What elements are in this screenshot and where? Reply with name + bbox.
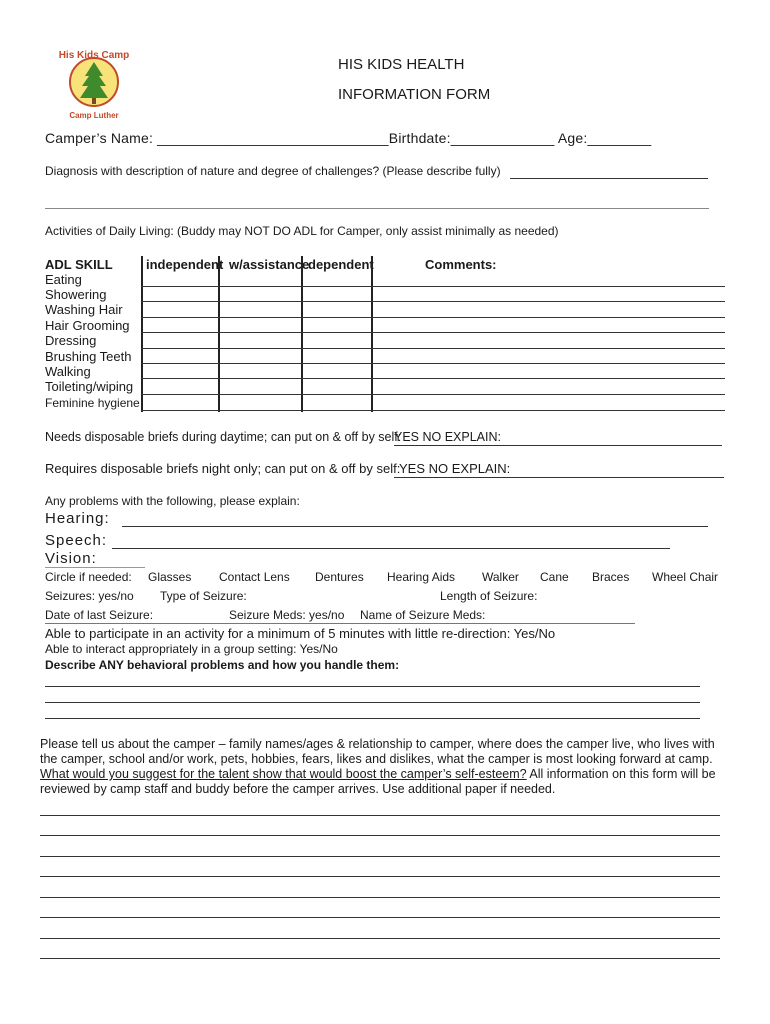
camp-logo — [52, 48, 136, 124]
hearing-line[interactable] — [122, 526, 708, 527]
adl-row-line[interactable] — [141, 363, 725, 364]
adl-col-comments: Comments: — [425, 257, 497, 272]
about-para-line1: Please tell us about the camper – family names/ages & relationship to camper, where does the camper live, who lives with — [40, 737, 715, 751]
about-answer-line[interactable] — [40, 856, 720, 857]
behavior-line[interactable] — [45, 702, 700, 703]
about-answer-line[interactable] — [40, 958, 720, 959]
option-walker[interactable]: Walker — [482, 570, 519, 584]
seizure-date-label: Date of last Seizure: — [45, 608, 154, 622]
hearing-label: Hearing: — [45, 510, 110, 527]
about-para-line2: the camper, school and/or work, pets, hobbies, fears, likes and dislikes, what the camper is most looking forward at camp. — [40, 752, 713, 766]
option-wheel-chair[interactable]: Wheel Chair — [652, 570, 719, 584]
seizure-divider — [45, 623, 635, 624]
adl-row-line[interactable] — [141, 332, 725, 333]
vision-label: Vision: — [45, 550, 97, 567]
seizures-yes-no[interactable]: Seizures: yes/no — [45, 589, 134, 603]
about-para-line3-rest: All information on this form will be — [526, 767, 716, 781]
adl-intro: Activities of Daily Living: (Buddy may NOT DO ADL for Camper, only assist minimally as needed) — [45, 224, 559, 238]
about-answer-line[interactable] — [40, 938, 720, 939]
form-title-line2: INFORMATION FORM — [338, 86, 491, 103]
activity-participation[interactable]: Able to participate in an activity for a minimum of 5 minutes with little re-direction: Yes/No — [45, 626, 556, 641]
adl-divider — [301, 256, 303, 412]
option-dentures[interactable]: Dentures — [315, 570, 364, 584]
briefs-daytime-label: Needs disposable briefs during daytime; can put on & off by self: — [45, 430, 402, 444]
option-braces[interactable]: Braces — [592, 570, 630, 584]
seizure-meds-name-label: Name of Seizure Meds: — [360, 608, 486, 622]
about-answer-line[interactable] — [40, 897, 720, 898]
option-glasses[interactable]: Glasses — [148, 570, 192, 584]
adl-row-line[interactable] — [141, 286, 725, 287]
seizure-type-label: Type of Seizure: — [160, 589, 247, 603]
speech-line[interactable] — [112, 548, 670, 549]
briefs-daytime-line[interactable] — [394, 445, 722, 446]
adl-skill-brushing-teeth: Brushing Teeth — [45, 349, 132, 364]
adl-row-line[interactable] — [141, 410, 725, 411]
about-answer-line[interactable] — [40, 876, 720, 877]
adl-skill-dressing: Dressing — [45, 333, 97, 348]
campers-name-field[interactable]: Camper’s Name: _____________________________Birthdate:_____________ Age:________ — [45, 130, 652, 146]
form-title-line1: HIS KIDS HEALTH — [338, 56, 465, 73]
briefs-night-line[interactable] — [394, 477, 724, 478]
adl-row-line[interactable] — [141, 348, 725, 349]
speech-label: Speech: — [45, 532, 108, 549]
adl-divider — [371, 256, 373, 412]
about-para-line3 — [40, 767, 716, 781]
adl-skill-washing-hair: Washing Hair — [45, 302, 123, 317]
talent-show-question: What would you suggest for the talent show that would boost the camper’s self-esteem? — [40, 767, 527, 781]
adl-skill-walking: Walking — [45, 364, 91, 379]
circle-label: Circle if needed: — [45, 570, 132, 584]
about-para-line4: reviewed by camp staff and buddy before the camper arrives. Use additional paper if needed. — [40, 782, 556, 796]
about-answer-line[interactable] — [40, 815, 720, 816]
adl-divider — [141, 256, 143, 412]
briefs-daytime-options[interactable]: YES NO EXPLAIN: — [394, 430, 501, 444]
briefs-night-label: Requires disposable briefs night only; can put on & off by self: — [45, 461, 401, 476]
adl-col-assistance: w/assistance — [229, 257, 310, 272]
diagnosis-line-2[interactable] — [45, 208, 709, 209]
adl-skill-feminine-hygiene: Feminine hygiene — [45, 396, 140, 410]
adl-col-skill: ADL SKILL — [45, 257, 113, 272]
logo-top-text: His Kids Camp — [58, 50, 130, 61]
adl-skill-showering: Showering — [45, 287, 107, 302]
seizure-meds-yes-no[interactable]: Seizure Meds: yes/no — [229, 608, 345, 622]
problems-intro: Any problems with the following, please explain: — [45, 494, 300, 508]
diagnosis-label: Diagnosis with description of nature and degree of challenges? (Please describe fully) — [45, 164, 501, 178]
option-hearing-aids[interactable]: Hearing Aids — [387, 570, 456, 584]
adl-divider — [218, 256, 220, 412]
seizure-length-label: Length of Seizure: — [440, 589, 538, 603]
briefs-night-options[interactable]: YES NO EXPLAIN: — [399, 461, 511, 476]
adl-row-line[interactable] — [141, 394, 725, 395]
option-contact-lens[interactable]: Contact Lens — [219, 570, 290, 584]
behavior-line[interactable] — [45, 718, 700, 719]
logo-bottom-text: Camp Luther — [69, 111, 119, 120]
vision-line[interactable] — [45, 567, 145, 568]
adl-col-independent: independent — [146, 257, 224, 272]
adl-skill-eating: Eating — [45, 272, 82, 287]
group-interaction[interactable]: Able to interact appropriately in a group setting: Yes/No — [45, 642, 338, 656]
adl-col-dependent: dependent — [308, 257, 374, 272]
behavior-describe-label: Describe ANY behavioral problems and how you handle them: — [45, 658, 400, 672]
adl-skill-toileting: Toileting/wiping — [45, 379, 134, 394]
behavior-line[interactable] — [45, 686, 700, 687]
diagnosis-line[interactable] — [510, 178, 708, 179]
adl-row-line[interactable] — [141, 378, 725, 379]
adl-row-line[interactable] — [141, 317, 725, 318]
about-answer-line[interactable] — [40, 835, 720, 836]
adl-row-line[interactable] — [141, 301, 725, 302]
about-answer-line[interactable] — [40, 917, 720, 918]
adl-skill-hair-grooming: Hair Grooming — [45, 318, 130, 333]
option-cane[interactable]: Cane — [540, 570, 569, 584]
